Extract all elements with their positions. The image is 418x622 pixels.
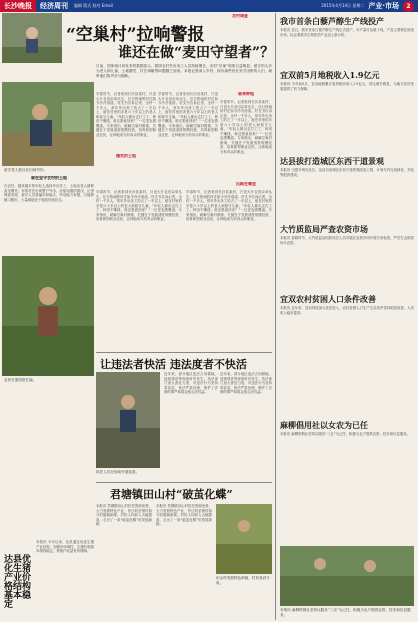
page-number: 2 xyxy=(403,1,414,12)
mid-photo-caption: 执法人员在现场开展检查。 xyxy=(96,470,140,474)
lead-body-col-1: 早春时节，记者来到长沙县某村，只见大片农田杂草丛生，往日热闹的村庄如今冷冷清清。村支书告诉记者，全村一千多人，常年外出务工的占了一半以上，留在村里的多是六十岁以上的老人和留守儿童。“年轻人都出去打工了，种田不赚钱，谁还愿意回来？”一位老农感慨道。专家指出，破解空巢村困境，关键在于发展适度规模经营，培育新型职业农民，让种地成为有奔头的职业。 xyxy=(96,92,156,137)
editor-meta: 编辑 版式 校对 Email xyxy=(74,3,113,8)
side-5-body: 本报讯 近年来，宜双持续加大扶贫投入，农村贫困人口生产生活条件得到明显改善，人均收入稳步提高。 xyxy=(280,306,414,315)
side-bottom-photo xyxy=(280,546,414,606)
side-3-body: 本报讯 为提升城市品位，达县启动城区东西干道景观改造工程，计划年内完成绿化、亮化等配套建设。 xyxy=(280,168,414,177)
mid-top-rule xyxy=(96,352,272,353)
lead-sub-3: 出路在哪里 xyxy=(236,182,256,186)
side-2-body: 本报讯 今年前5月，宜双地税累计组织税收收入1.9亿元，同比增长明显，为地方经济发展提供了有力保障。 xyxy=(280,82,414,91)
mid-bottom-photo-image xyxy=(216,504,272,574)
section-title: 经济周刊 xyxy=(40,2,68,10)
mid-bottom-body-1: 本报讯 君塘镇田山村依托资源优势，大力发展特色产业，昔日的贫困村如今旧貌换新颜，村民人均收入大幅提高，走出了一条“破茧化蝶”的发展新路。 xyxy=(96,504,152,526)
lead-intro: 日前，国家统计局发布的数据显示，我国农村外出务工人员持续增长，农村“空巢”现象日益明显。留守的大多为老人和儿童，土地撂荒、村庄凋敝等问题随之而来。本报记者深入乡村，探访那些仍在坚守田野的人们，倾听他们的声音与期盼。 xyxy=(96,64,272,78)
sidebar-divider xyxy=(275,13,276,620)
masthead-right xyxy=(315,1,418,12)
mid-upper-col-2: 早春时节，记者来到长沙县某村，只见大片农田杂草丛生，往日热闹的村庄如今冷冷清清。村支书告诉记者，全村一千多人，常年外出务工的占了一半以上，留在村里的多是六十岁以上的老人和留守儿童。“年轻人都出去打工了，种田不赚钱，谁还愿意回来？”一位老农感慨道。专家指出，破解空巢村困境，关键在于发展适度规模经营，培育新型职业农民，让种地成为有奔头的职业。 xyxy=(186,190,272,221)
left-big-headline: 达县优化生猪产业价格结构基本稳定 xyxy=(4,555,32,610)
side-3-title: 达县拔打造城区东西干道景观 xyxy=(280,156,384,166)
side-5-title: 宜双农村贫困人口条件改善 xyxy=(280,294,376,304)
lead-kicker: 农村调查 xyxy=(232,14,248,18)
lead-photo xyxy=(2,82,94,166)
mid-photo xyxy=(96,372,160,468)
side-6-body: 本报讯 麻柳供销社坚持以服务“三农”为己任，积极为农户提供农资、技术和信息服务。 xyxy=(280,432,411,436)
mid-photo-image xyxy=(96,372,160,468)
side-1-body: 本报讯 近日，我市首条白藜芦醇生产线正式投产，年产量可达数十吨，产品主要销往欧美市场，标志着我市生物医药产业迈上新台阶。 xyxy=(280,28,414,37)
mid-body-1: 近年来，部分地区违法占用耕地、违规建设等现象时有发生。执法部门加大查处力度，对违法行为坚持零容忍，依法严肃处理，维护了法律的尊严和群众的合法权益。 xyxy=(164,372,218,394)
lead-body-col-2: 早春时节，记者来到长沙县某村，只见大片农田杂草丛生，往日热闹的村庄如今冷冷清清。村支书告诉记者，全村一千多人，常年外出务工的占了一半以上，留在村里的多是六十岁以上的老人和留守儿童。“年轻人都出去打工了，种田不赚钱，谁还愿意回来？”一位老农感慨道。专家指出，破解空巢村困境，关键在于发展适度规模经营，培育新型职业农民，让种地成为有奔头的职业。 xyxy=(158,92,218,137)
mid-upper-col-1: 早春时节，记者来到长沙县某村，只见大片农田杂草丛生，往日热闹的村庄如今冷冷清清。村支书告诉记者，全村一千多人，常年外出务工的占了一半以上，留在村里的多是六十岁以上的老人和留守儿童。“年轻人都出去打工了，种田不赚钱，谁还愿意回来？”一位老农感慨道。专家指出，破解空巢村困境，关键在于发展适度规模经营，培育新型职业农民，让种地成为有奔头的职业。 xyxy=(96,190,182,221)
side-bottom-caption: 本报讯 麻柳供销社坚持以服务“三农”为己任，积极为农户提供农资、技术和信息服务。 xyxy=(280,608,411,617)
left-photo xyxy=(2,256,94,376)
lead-headline-1: “空巢村”拉响警报 xyxy=(66,25,205,45)
left-body: 在农村，越来越多的年轻人选择外出务工，土地由老人耕种甚至撂荒。有的村庄出现整户外出、房屋闲置的情况。记者调查发现，留守人员普遍年龄偏大，劳动能力有限，只能种植口粮田，大量耕地处于粗放经营状态。 xyxy=(4,184,94,202)
left-bottom-body: 本报讯 今年以来，达县通过优化生猪产业结构，加强市场调控，生猪价格基本保持稳定，养殖户收益有所保障。 xyxy=(36,540,94,553)
side-1-title: 我市首条白藜芦醇生产线投产 xyxy=(280,16,384,26)
masthead xyxy=(0,0,418,12)
mid-headline: 让违法者快活 违法度者不快活 xyxy=(100,358,247,371)
lead-photo-image xyxy=(2,82,94,166)
mid-body-2: 近年来，部分地区违法占用耕地、违规建设等现象时有发生。执法部门加大查处力度，对违法行为坚持零容忍，依法严肃处理，维护了法律的尊严和群众的合法权益。 xyxy=(220,372,272,394)
mid-bottom-photo xyxy=(216,504,272,574)
lead-sub-1: 撂荒的土地 xyxy=(116,154,136,158)
side-4-body: 本报讯 春耕时节，大竹质监局组织执法人员对辖区农资市场开展专项检查，严厉打击假冒伪劣农资。 xyxy=(280,236,414,245)
lead-body-col-3: 早春时节，记者来到长沙县某村，只见大片农田杂草丛生，往日热闹的村庄如今冷冷清清。村支书告诉记者，全村一千多人，常年外出务工的占了一半以上，留在村里的多是六十岁以上的老人和留守儿童。“年轻人都出去打工了，种田不赚钱，谁还愿意回来？”一位老农感慨道。专家指出，破解空巢村困境，关键在于发展适度规模经营，培育新型职业农民，让种地成为有奔头的职业。 xyxy=(220,100,272,154)
paper-logo: 长沙晚报 xyxy=(0,0,36,12)
lead-photo-caption: 留守老人独自在田间劳作。 xyxy=(4,168,48,172)
side-2-title: 宜双前5月地税收入1.9亿元 xyxy=(280,70,380,80)
left-photo-caption: 农民在果园里忙碌。 xyxy=(4,378,37,382)
issue-date: 2015年4月14日 星期二 xyxy=(321,3,365,8)
mid-bottom-caption: 田山村发展特色种植，村民喜获丰收。 xyxy=(216,576,270,585)
mid-bottom-body-2: 本报讯 君塘镇田山村依托资源优势，大力发展特色产业，昔日的贫困村如今旧貌换新颜，村民人均收入大幅提高，走出了一条“破茧化蝶”的发展新路。 xyxy=(156,504,212,526)
mid-bottom-rule xyxy=(96,482,272,483)
side-4-title: 大竹质监局严查农资市场 xyxy=(280,224,368,234)
left-photo-image xyxy=(2,256,94,376)
left-sub-head: 谁在坚守农村的土地 xyxy=(31,176,67,180)
lead-sub-2: 谁来种地 xyxy=(238,92,254,96)
channel-title: 产业·市场 xyxy=(368,2,399,10)
side-bottom-photo-image xyxy=(280,546,414,606)
lead-headline-2: 谁还在做“麦田守望者”？ xyxy=(118,45,275,61)
side-6-title: 麻柳倡用社以女农为已任 xyxy=(280,420,368,430)
headline-photo xyxy=(2,13,62,63)
headline-photo-image xyxy=(2,13,62,63)
mid-bottom-headline: 君塘镇田山村“破茧化蝶” xyxy=(110,488,233,501)
